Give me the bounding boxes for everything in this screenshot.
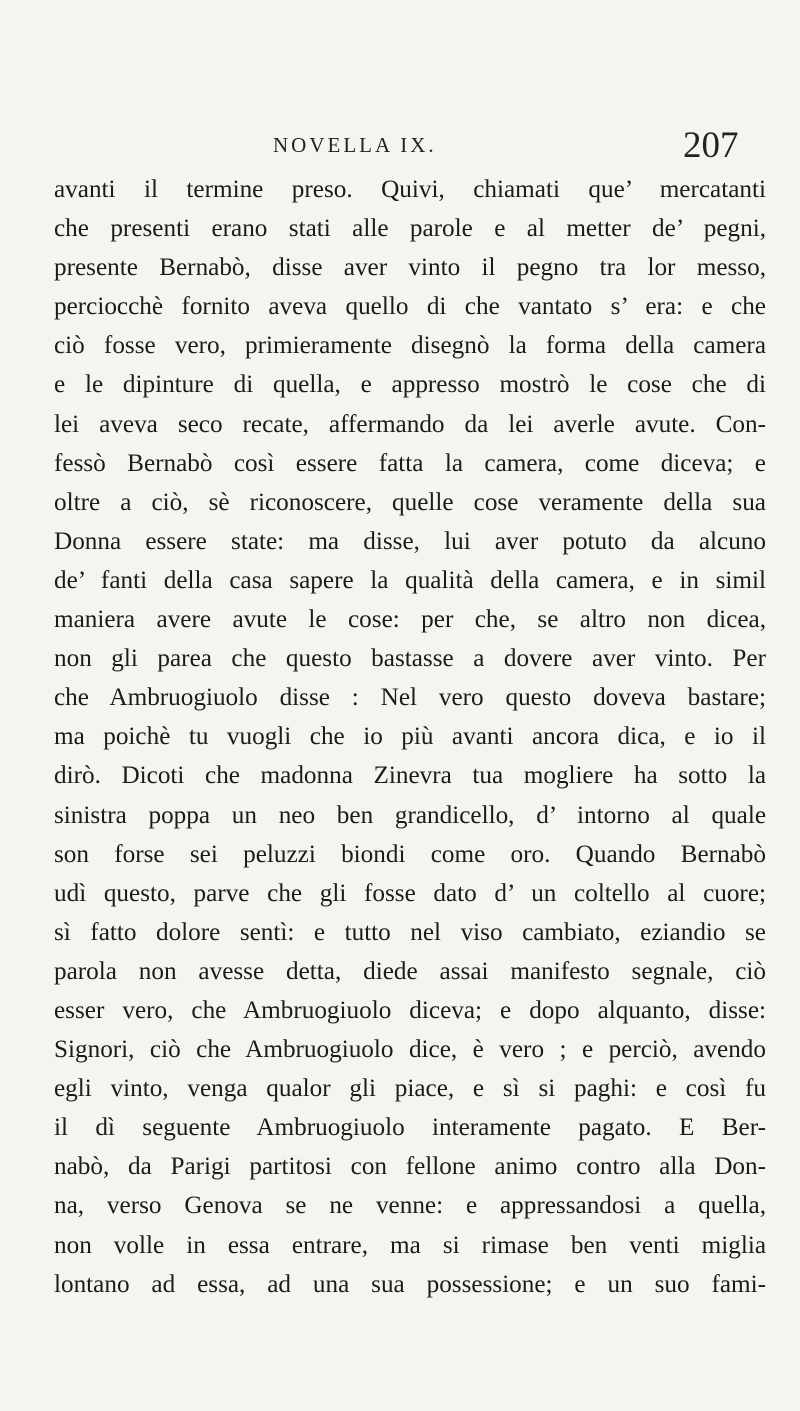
text-line: Donna essere state: ma disse, lui aver potuto da alcuno xyxy=(54,527,766,555)
text-line: non gli parea che questo bastasse a dovere aver vinto. Per xyxy=(54,645,766,673)
text-line: avanti il termine preso. Quivi, chiamati que’ mercatanti xyxy=(54,176,766,203)
text-line: nabò, da Parigi partitosi con fellone animo contro alla Don- xyxy=(54,1153,766,1181)
text-line: ciò fosse vero, primieramente disegnò la forma della camera xyxy=(54,332,766,360)
text-line: che presenti erano stati alle parole e al metter de’ pegni, xyxy=(54,215,766,243)
text-line: e le dipinture di quella, e appresso mostrò le cose che di xyxy=(54,371,766,399)
running-header xyxy=(0,126,800,166)
text-line: perciocchè fornito aveva quello di che vantato s’ era: e che xyxy=(54,293,766,321)
running-title: NOVELLA IX. xyxy=(273,133,437,157)
text-line: udì questo, parve che gli fosse dato d’ un coltello al cuore; xyxy=(54,879,766,907)
text-line: sì fatto dolore sentì: e tutto nel viso cambiato, eziandio se xyxy=(54,918,766,946)
text-line: il dì seguente Ambruogiuolo interamente pagato. E Ber- xyxy=(54,1114,766,1142)
text-line: che Ambruogiuolo disse : Nel vero questo doveva bastare; xyxy=(54,684,766,712)
text-line: sinistra poppa un neo ben grandicello, d’ intorno al quale xyxy=(54,801,766,829)
text-line: Signori, ciò che Ambruogiuolo dice, è vero ; e perciò, avendo xyxy=(54,1036,766,1064)
text-line: maniera avere avute le cose: per che, se altro non dicea, xyxy=(54,606,766,634)
text-line: lontano ad essa, ad una sua possessione; e un suo fami- xyxy=(54,1270,766,1298)
page-number: 207 xyxy=(683,125,739,166)
body-text xyxy=(54,170,766,1304)
text-line: oltre a ciò, sè riconoscere, quelle cose veramente della sua xyxy=(54,488,766,516)
text-line: parola non avesse detta, diede assai manifesto segnale, ciò xyxy=(54,957,766,985)
text-line: esser vero, che Ambruogiuolo diceva; e dopo alquanto, disse: xyxy=(54,996,766,1024)
text-line: egli vinto, venga qualor gli piace, e sì si paghi: e così fu xyxy=(54,1075,766,1103)
text-line: non volle in essa entrare, ma si rimase ben venti miglia xyxy=(54,1231,766,1259)
text-line: lei aveva seco recate, affermando da lei averle avute. Con- xyxy=(54,410,766,438)
text-line: dirò. Dicoti che madonna Zinevra tua mogliere ha sotto la xyxy=(54,762,766,790)
text-line: son forse sei peluzzi biondi come oro. Quando Bernabò xyxy=(54,840,766,868)
text-line: fessò Bernabò così essere fatta la camera, come diceva; e xyxy=(54,449,766,477)
text-line: presente Bernabò, disse aver vinto il pegno tra lor messo, xyxy=(54,254,766,282)
text-line: ma poichè tu vuogli che io più avanti ancora dica, e io il xyxy=(54,723,766,751)
text-line: de’ fanti della casa sapere la qualità della camera, e in simil xyxy=(54,566,766,594)
text-line: na, verso Genova se ne venne: e appressandosi a quella, xyxy=(54,1192,766,1220)
